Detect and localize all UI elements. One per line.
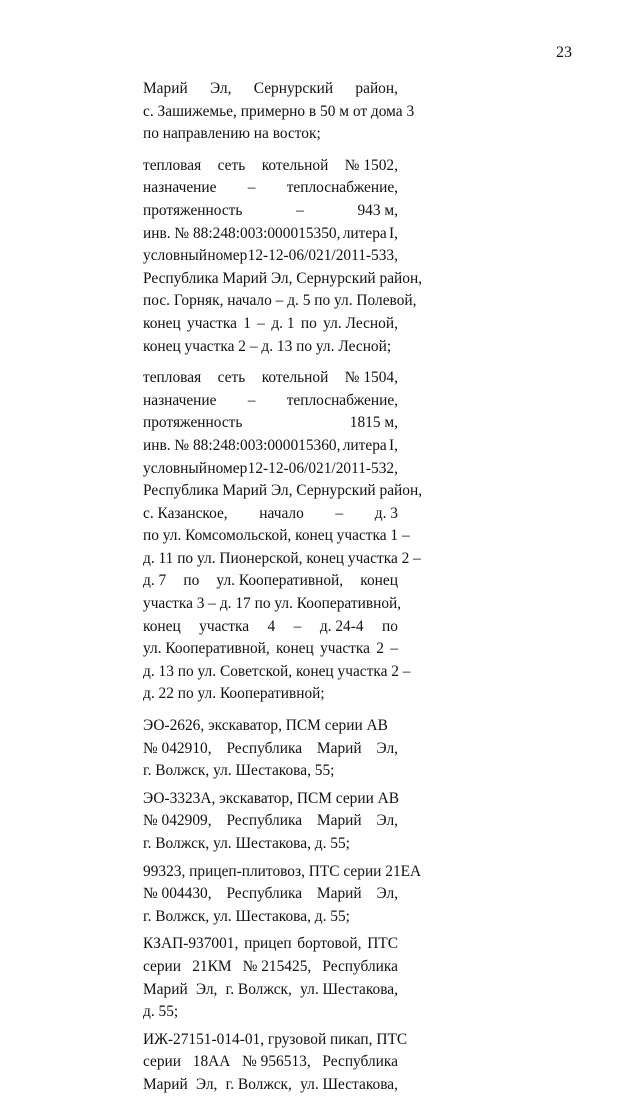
text-line	[143, 336, 398, 359]
text-fragment: серии	[143, 957, 182, 975]
text-fragment: по ул. Комсомольской, конец участка 1 –	[143, 527, 410, 545]
text-fragment: сеть	[217, 369, 246, 387]
text-fragment: теплоснабжение,	[286, 391, 398, 409]
text-fragment: Республика	[226, 885, 303, 903]
text-fragment: 1815 м,	[349, 414, 398, 432]
text-paragraph	[143, 367, 423, 706]
text-fragment: –	[247, 391, 256, 409]
text-fragment: Республика	[226, 812, 303, 830]
text-fragment: серии	[143, 1053, 182, 1071]
text-line	[143, 548, 421, 571]
text-fragment: конец участка 2 – д. 13 по ул. Лесной;	[143, 337, 392, 355]
text-fragment: сеть	[217, 156, 246, 174]
text-line	[143, 715, 398, 738]
text-paragraph	[143, 715, 398, 783]
text-fragment: д. 1	[271, 314, 295, 332]
text-fragment: по	[300, 314, 317, 332]
text-line	[143, 177, 398, 200]
text-fragment: Эл,	[376, 739, 398, 757]
text-fragment: 12-12-06/021/2011-533,	[247, 247, 398, 265]
text-fragment: № 042909,	[143, 812, 212, 830]
text-fragment: г. Волжск, ул. Шестакова, д. 55;	[143, 907, 350, 925]
text-column	[143, 78, 423, 1097]
text-fragment: КЗАП-937001,	[143, 935, 239, 953]
text-fragment: Эл,	[376, 885, 398, 903]
text-line	[143, 223, 398, 246]
text-paragraph	[143, 861, 422, 929]
text-fragment: Эл,	[209, 80, 232, 97]
text-line	[143, 200, 398, 223]
text-fragment: № 1504,	[344, 369, 398, 387]
text-fragment: протяженность	[143, 414, 243, 432]
text-fragment: котельной	[261, 369, 329, 387]
text-fragment: –	[247, 179, 256, 197]
text-fragment: д. 11 по ул. Пионерской, конец участка 2 –	[143, 549, 421, 567]
text-fragment: участка	[199, 617, 250, 635]
text-fragment: с. Зашижемье, примерно в 50 м от дома 3	[143, 102, 415, 120]
page-number: 23	[556, 44, 572, 61]
text-fragment: г. Волжск, ул. Шестакова, 55;	[143, 762, 335, 780]
text-fragment: д. 13 по ул. Советской, конец участка 2 –	[143, 662, 411, 680]
text-fragment: Марий	[143, 1075, 188, 1093]
text-fragment: теплоснабжение,	[286, 179, 398, 197]
text-fragment: г. Волжск,	[225, 980, 292, 998]
text-line	[143, 933, 398, 956]
text-fragment: Республика	[226, 739, 303, 757]
text-fragment: Республика	[322, 1053, 398, 1071]
text-fragment: д. 55;	[143, 1003, 179, 1021]
text-fragment: 21КМ	[192, 957, 232, 975]
text-fragment: 99323, прицеп-плитовоз, ПТС серии 21ЕА	[143, 862, 422, 880]
text-fragment: номер	[207, 247, 248, 265]
text-fragment: Эл,	[195, 980, 218, 998]
text-fragment: котельной	[261, 156, 329, 174]
text-fragment: конец	[143, 617, 181, 635]
text-fragment: ул. Шестакова,	[300, 1075, 398, 1093]
text-fragment: начало	[259, 504, 304, 522]
text-fragment: I,	[389, 436, 398, 454]
text-fragment: назначение	[143, 179, 217, 197]
text-fragment: –	[257, 314, 265, 332]
text-fragment: Сернурский	[253, 80, 334, 97]
text-fragment: протяженность	[143, 201, 243, 219]
text-line	[143, 570, 398, 593]
text-fragment: № 215425,	[242, 957, 312, 975]
text-line	[143, 616, 398, 639]
text-fragment: 12-12-06/021/2011-532,	[247, 459, 398, 477]
text-line	[143, 123, 398, 146]
text-fragment: с. Казанское,	[143, 504, 228, 522]
text-line	[143, 638, 398, 661]
text-line	[143, 1051, 398, 1074]
text-fragment: г. Волжск, ул. Шестакова, д. 55;	[143, 835, 350, 852]
text-line	[143, 738, 398, 761]
text-fragment: инв. № 88:248:003:000015360,	[143, 436, 341, 454]
text-fragment: прицеп	[244, 935, 292, 953]
text-fragment: Марий	[143, 980, 188, 998]
text-line	[143, 412, 398, 435]
text-fragment: Эл,	[195, 1075, 218, 1093]
text-fragment: № 956513,	[242, 1053, 311, 1071]
text-fragment: д. 3	[374, 504, 398, 522]
text-fragment: пос. Горняк, начало – д. 5 по ул. Полевой,	[143, 292, 417, 310]
text-fragment: № 004430,	[143, 885, 212, 903]
text-fragment: район,	[355, 80, 398, 97]
text-fragment: номер	[207, 459, 248, 477]
text-fragment: ул. Шестакова,	[300, 980, 398, 998]
text-line	[143, 760, 398, 783]
text-fragment: по направлению на восток;	[143, 125, 321, 143]
text-line	[143, 810, 398, 833]
text-line	[143, 480, 423, 503]
text-fragment: участка	[187, 314, 237, 332]
text-fragment: ул. Лесной,	[323, 314, 398, 332]
text-fragment: 2	[376, 640, 384, 658]
text-fragment: Республика Марий Эл, Сернурский район,	[143, 269, 423, 287]
text-line	[143, 367, 398, 390]
text-fragment: № 1502,	[344, 156, 398, 174]
text-fragment: Республика	[322, 957, 398, 975]
text-line	[143, 788, 398, 811]
text-fragment: инв. № 88:248:003:000015350,	[143, 224, 341, 242]
text-line	[143, 435, 398, 458]
text-fragment: –	[335, 504, 344, 522]
text-fragment: № 042910,	[143, 739, 212, 757]
text-fragment: Эл,	[376, 812, 398, 830]
text-fragment: по	[183, 572, 200, 590]
text-fragment: участка	[320, 640, 370, 658]
text-fragment: Марий	[143, 80, 188, 97]
text-fragment: ул. Кооперативной,	[216, 572, 344, 590]
text-line	[143, 1074, 398, 1097]
text-fragment: Марий	[316, 885, 362, 903]
text-fragment: д. 22 по ул. Кооперативной;	[143, 685, 325, 703]
text-line	[143, 101, 415, 124]
text-fragment: конец	[143, 314, 181, 332]
text-fragment: –	[390, 640, 398, 658]
text-line	[143, 683, 398, 706]
text-fragment: условный	[143, 247, 207, 265]
text-fragment: 943 м,	[357, 201, 398, 219]
text-line	[143, 1029, 408, 1052]
text-line	[143, 661, 411, 684]
text-paragraph	[143, 933, 398, 1023]
text-line	[143, 78, 398, 101]
text-fragment: назначение	[143, 391, 217, 409]
text-fragment: 1	[243, 314, 251, 332]
text-line	[143, 956, 398, 979]
text-line	[143, 458, 398, 481]
text-paragraph	[143, 1029, 408, 1097]
text-line	[143, 593, 402, 616]
text-fragment: 18АА	[192, 1053, 231, 1071]
text-fragment: Марий	[316, 812, 362, 830]
text-line	[143, 155, 398, 178]
text-line	[143, 861, 422, 884]
text-fragment: конец	[360, 572, 398, 590]
text-fragment: д. 7	[143, 572, 167, 590]
text-fragment: 4	[267, 617, 276, 635]
text-fragment: литера	[342, 436, 387, 454]
text-fragment: –	[293, 617, 302, 635]
text-line	[143, 979, 398, 1002]
text-fragment: Республика Марий Эл, Сернурский район,	[143, 482, 423, 500]
text-fragment: ЭО-3323А, экскаватор, ПСМ серии АВ	[143, 789, 400, 807]
text-line	[143, 268, 423, 291]
text-line	[143, 525, 410, 548]
text-line	[143, 245, 398, 268]
text-fragment: д. 24-4	[319, 617, 364, 635]
text-fragment: г. Волжск,	[225, 1075, 292, 1093]
text-fragment: ул. Кооперативной,	[143, 640, 270, 658]
text-fragment: тепловая	[143, 369, 202, 387]
text-line	[143, 290, 417, 313]
text-line	[143, 313, 398, 336]
text-fragment: литера	[342, 224, 387, 242]
text-fragment: ЭО-2626, экскаватор, ПСМ серии АВ	[143, 717, 388, 735]
text-line	[143, 390, 398, 413]
text-line	[143, 1001, 398, 1024]
text-line	[143, 833, 398, 856]
text-fragment: ПТС	[367, 935, 398, 953]
text-fragment: бортовой,	[297, 935, 362, 953]
text-fragment: конец	[276, 640, 314, 658]
text-fragment: –	[296, 201, 304, 219]
text-fragment: Марий	[316, 739, 362, 757]
text-fragment: по	[382, 617, 398, 635]
text-paragraph	[143, 155, 423, 358]
text-paragraph	[143, 788, 398, 856]
text-fragment: ИЖ-27151-014-01, грузовой пикап, ПТС	[143, 1030, 408, 1048]
text-fragment: условный	[143, 459, 207, 477]
text-fragment: участка 3 – д. 17 по ул. Кооперативной,	[143, 595, 402, 613]
text-line	[143, 906, 398, 929]
text-line	[143, 883, 398, 906]
text-fragment: I,	[389, 224, 398, 242]
text-line	[143, 503, 398, 526]
text-paragraph	[143, 78, 415, 146]
text-fragment: тепловая	[143, 156, 202, 174]
